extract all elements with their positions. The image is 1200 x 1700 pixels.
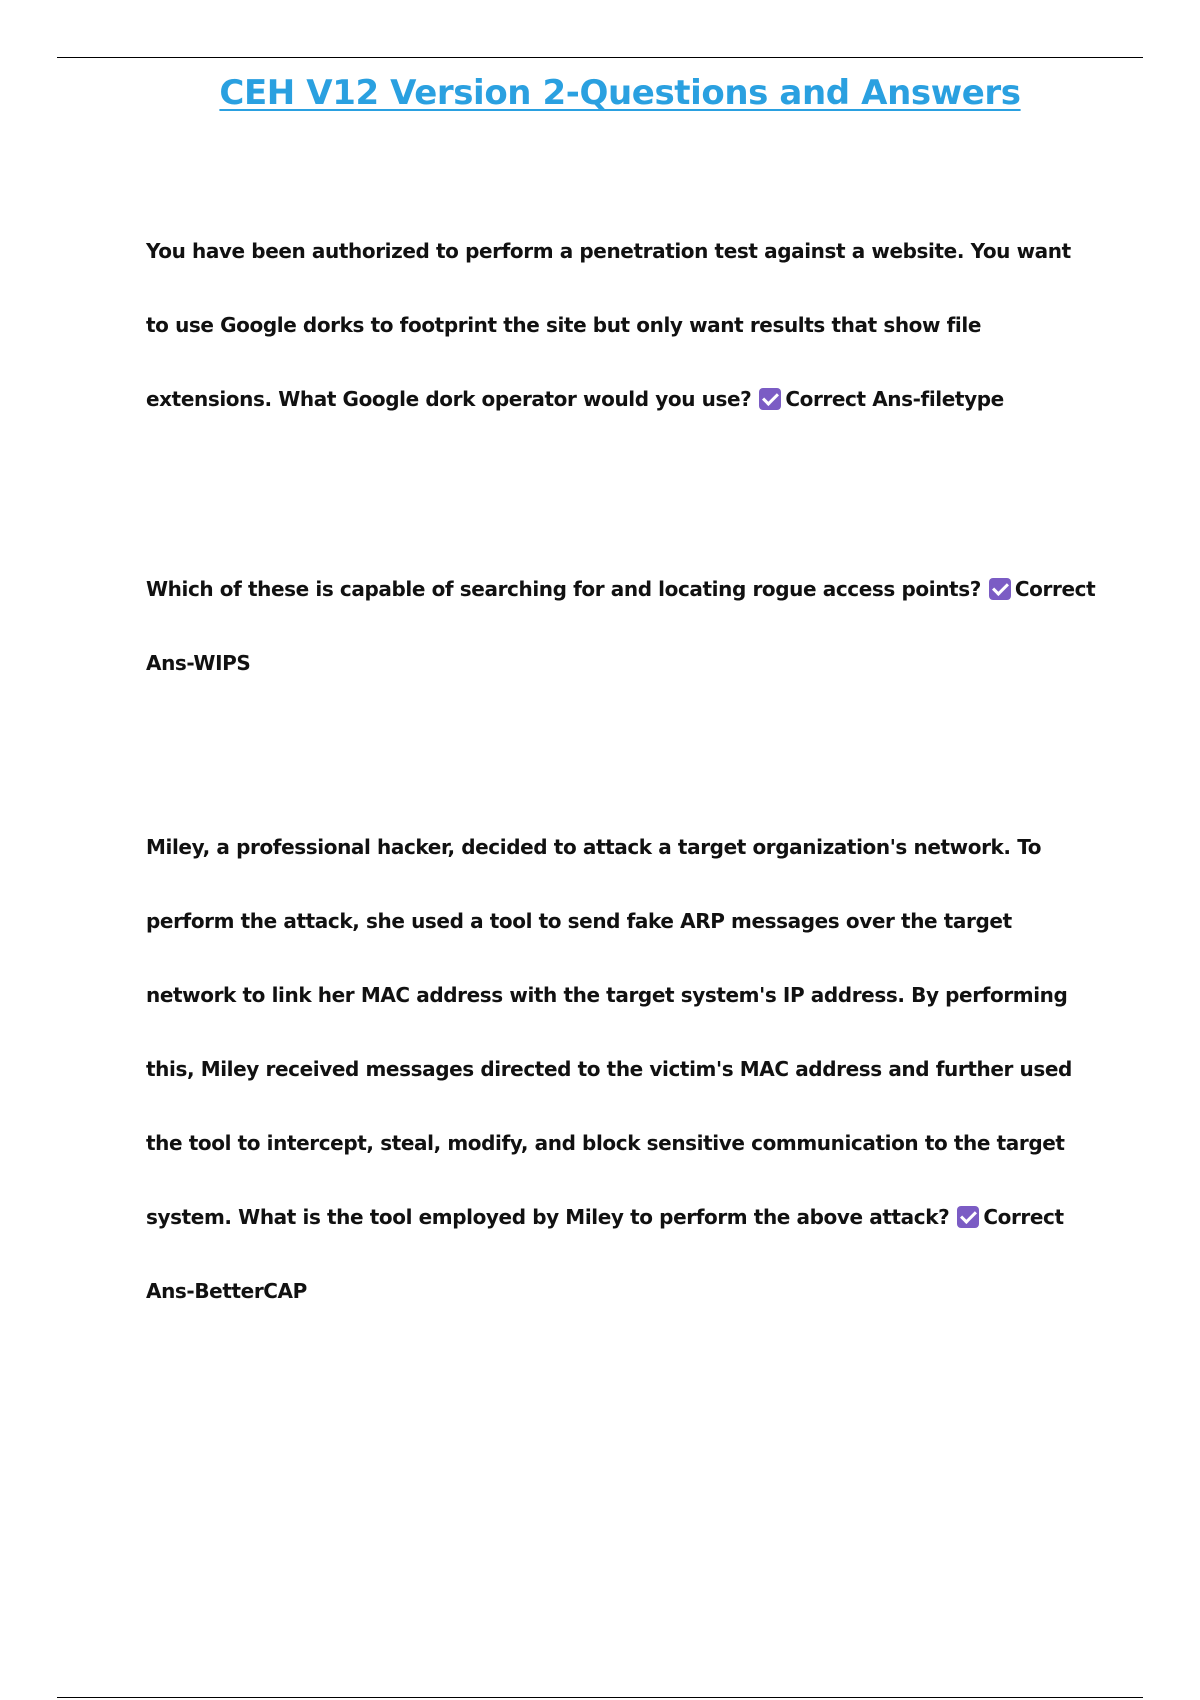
page-title: CEH V12 Version 2-Questions and Answers bbox=[219, 73, 1021, 113]
checkbox-checked-icon bbox=[957, 1206, 979, 1228]
checkbox-checked-icon bbox=[989, 578, 1011, 600]
question-text: Which of these is capable of searching for and locating rogue access points? bbox=[146, 577, 981, 601]
qa-item-3 bbox=[146, 810, 1096, 1328]
answer-text: Correct Ans-WIPS bbox=[146, 577, 1096, 675]
top-rule bbox=[57, 57, 1143, 58]
answer-text: Correct Ans-filetype bbox=[785, 387, 1004, 411]
qa-item-1 bbox=[146, 214, 1096, 436]
question-text: Miley, a professional hacker, decided to attack a target organization's network. To perform the attack, she used a tool to send fake ARP messages over the target network to link her MAC address with the target system's IP address. By performing this, Miley received messages directed to the victim's MAC address and further used the tool to intercept, steal, modify, and block sensitive communication to the target system. What is the tool employed by Miley to perform the above attack? bbox=[146, 835, 1072, 1229]
answer-text: Correct Ans-BetterCAP bbox=[146, 1205, 1064, 1303]
qa-item-2 bbox=[146, 552, 1096, 700]
question-text: You have been authorized to perform a penetration test against a website. You want to use Google dorks to footprint the site but only want results that show file extensions. What Google dork operator would you use? bbox=[146, 239, 1071, 411]
bottom-rule bbox=[57, 1697, 1143, 1698]
checkbox-checked-icon bbox=[759, 388, 781, 410]
